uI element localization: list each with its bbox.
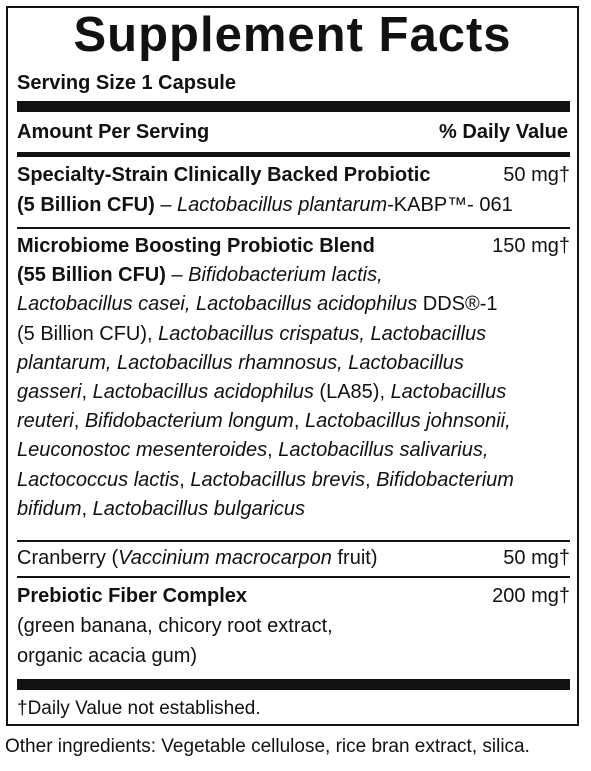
thick-divider (17, 101, 570, 112)
row-divider (17, 576, 570, 578)
strain-list-text: , (73, 410, 85, 433)
strain-list-text: Lactobacillus casei, Lactobacillus acidophilus (17, 293, 418, 316)
thick-divider (17, 679, 570, 690)
strain-list-text: Bifidobacterium lactis, (188, 264, 383, 287)
strain-list-text: , (293, 410, 305, 433)
ingredient-name: Cranberry ( (17, 547, 119, 569)
strain-list-text: gasseri (17, 381, 82, 404)
ingredient-row-cranberry (17, 543, 570, 573)
strain-list-text: (5 Billion CFU), (17, 322, 159, 345)
strain-name: Lactobacillus plantarum (177, 194, 388, 216)
ingredient-name: Specialty-Strain Clinically Backed Probiotic (17, 164, 431, 186)
strain-list-text: Lactobacillus acidophilus (92, 381, 314, 404)
panel-title: Supplement Facts (73, 8, 512, 62)
strain-list-text: Leuconostoc mesenteroides (17, 439, 268, 462)
ingredient-part: fruit) (331, 547, 378, 569)
strain-list-text: , (267, 439, 279, 462)
separator: – (154, 194, 178, 216)
ingredient-description: organic acacia gum) (17, 645, 198, 667)
ingredient-botanical-name: Vaccinium macrocarpon (118, 547, 332, 569)
supplement-facts-panel (6, 6, 579, 726)
strain-list-text: Lactobacillus johnsonii, (304, 410, 511, 433)
strain-list-text: DDS®-1 (417, 293, 498, 316)
daily-value-header: % Daily Value (439, 121, 568, 143)
strain-list-text: Lactobacillus bulgaricus (92, 497, 305, 520)
ingredient-row-specialty-strain (17, 160, 570, 220)
strain-list-text: Lactobacillus (390, 381, 507, 404)
ingredient-cfu: (5 Billion CFU) (17, 194, 155, 216)
strain-list-text: Bifidobacterium longum (84, 410, 294, 433)
strain-list-text: , (81, 381, 93, 404)
strain-list-text: bifidum (17, 497, 82, 520)
strain-list-text: , (364, 468, 377, 491)
ingredient-row-probiotic-blend (17, 232, 570, 524)
ingredient-amount: 200 mg† (492, 585, 570, 607)
strain-list-text: Bifidobacterium (376, 468, 514, 491)
ingredient-cfu: (55 Billion CFU) (17, 264, 166, 287)
strain-list-text: , (179, 468, 191, 491)
strain-list-text: Lactobacillus crispatus, Lactobacillus (158, 322, 487, 345)
ingredient-amount: 50 mg† (503, 164, 570, 186)
row-divider (17, 540, 570, 542)
ingredient-description: (green banana, chicory root extract, (17, 615, 333, 637)
header-divider (17, 152, 570, 157)
strain-list-text: plantarum, Lactobacillus rhamnosus, Lactobacillus (17, 351, 464, 374)
ingredient-amount: 150 mg† (492, 235, 570, 257)
strain-list-text: , (81, 497, 93, 520)
strain-code: -KABP™- 061 (387, 194, 513, 216)
serving-size: Serving Size 1 Capsule (17, 72, 236, 94)
row-divider (17, 227, 570, 229)
strain-list-text: Lactobacillus brevis (190, 468, 365, 491)
daily-value-footnote: †Daily Value not established. (17, 698, 261, 719)
other-ingredients: Other ingredients: Vegetable cellulose, rice bran extract, silica. (5, 736, 530, 757)
separator: – (165, 264, 189, 287)
strain-list-text: Lactobacillus salivarius, (278, 439, 489, 462)
strain-list-text: reuteri (17, 410, 74, 433)
strain-list-text: Lactococcus lactis (17, 468, 180, 491)
ingredient-row-prebiotic-fiber (17, 581, 570, 671)
amount-per-serving-header: Amount Per Serving (17, 121, 210, 143)
strain-list-text: (LA85), (313, 381, 391, 404)
ingredient-name: Microbiome Boosting Probiotic Blend (17, 235, 375, 257)
ingredient-name: Prebiotic Fiber Complex (17, 585, 248, 607)
ingredient-amount: 50 mg† (503, 547, 570, 569)
